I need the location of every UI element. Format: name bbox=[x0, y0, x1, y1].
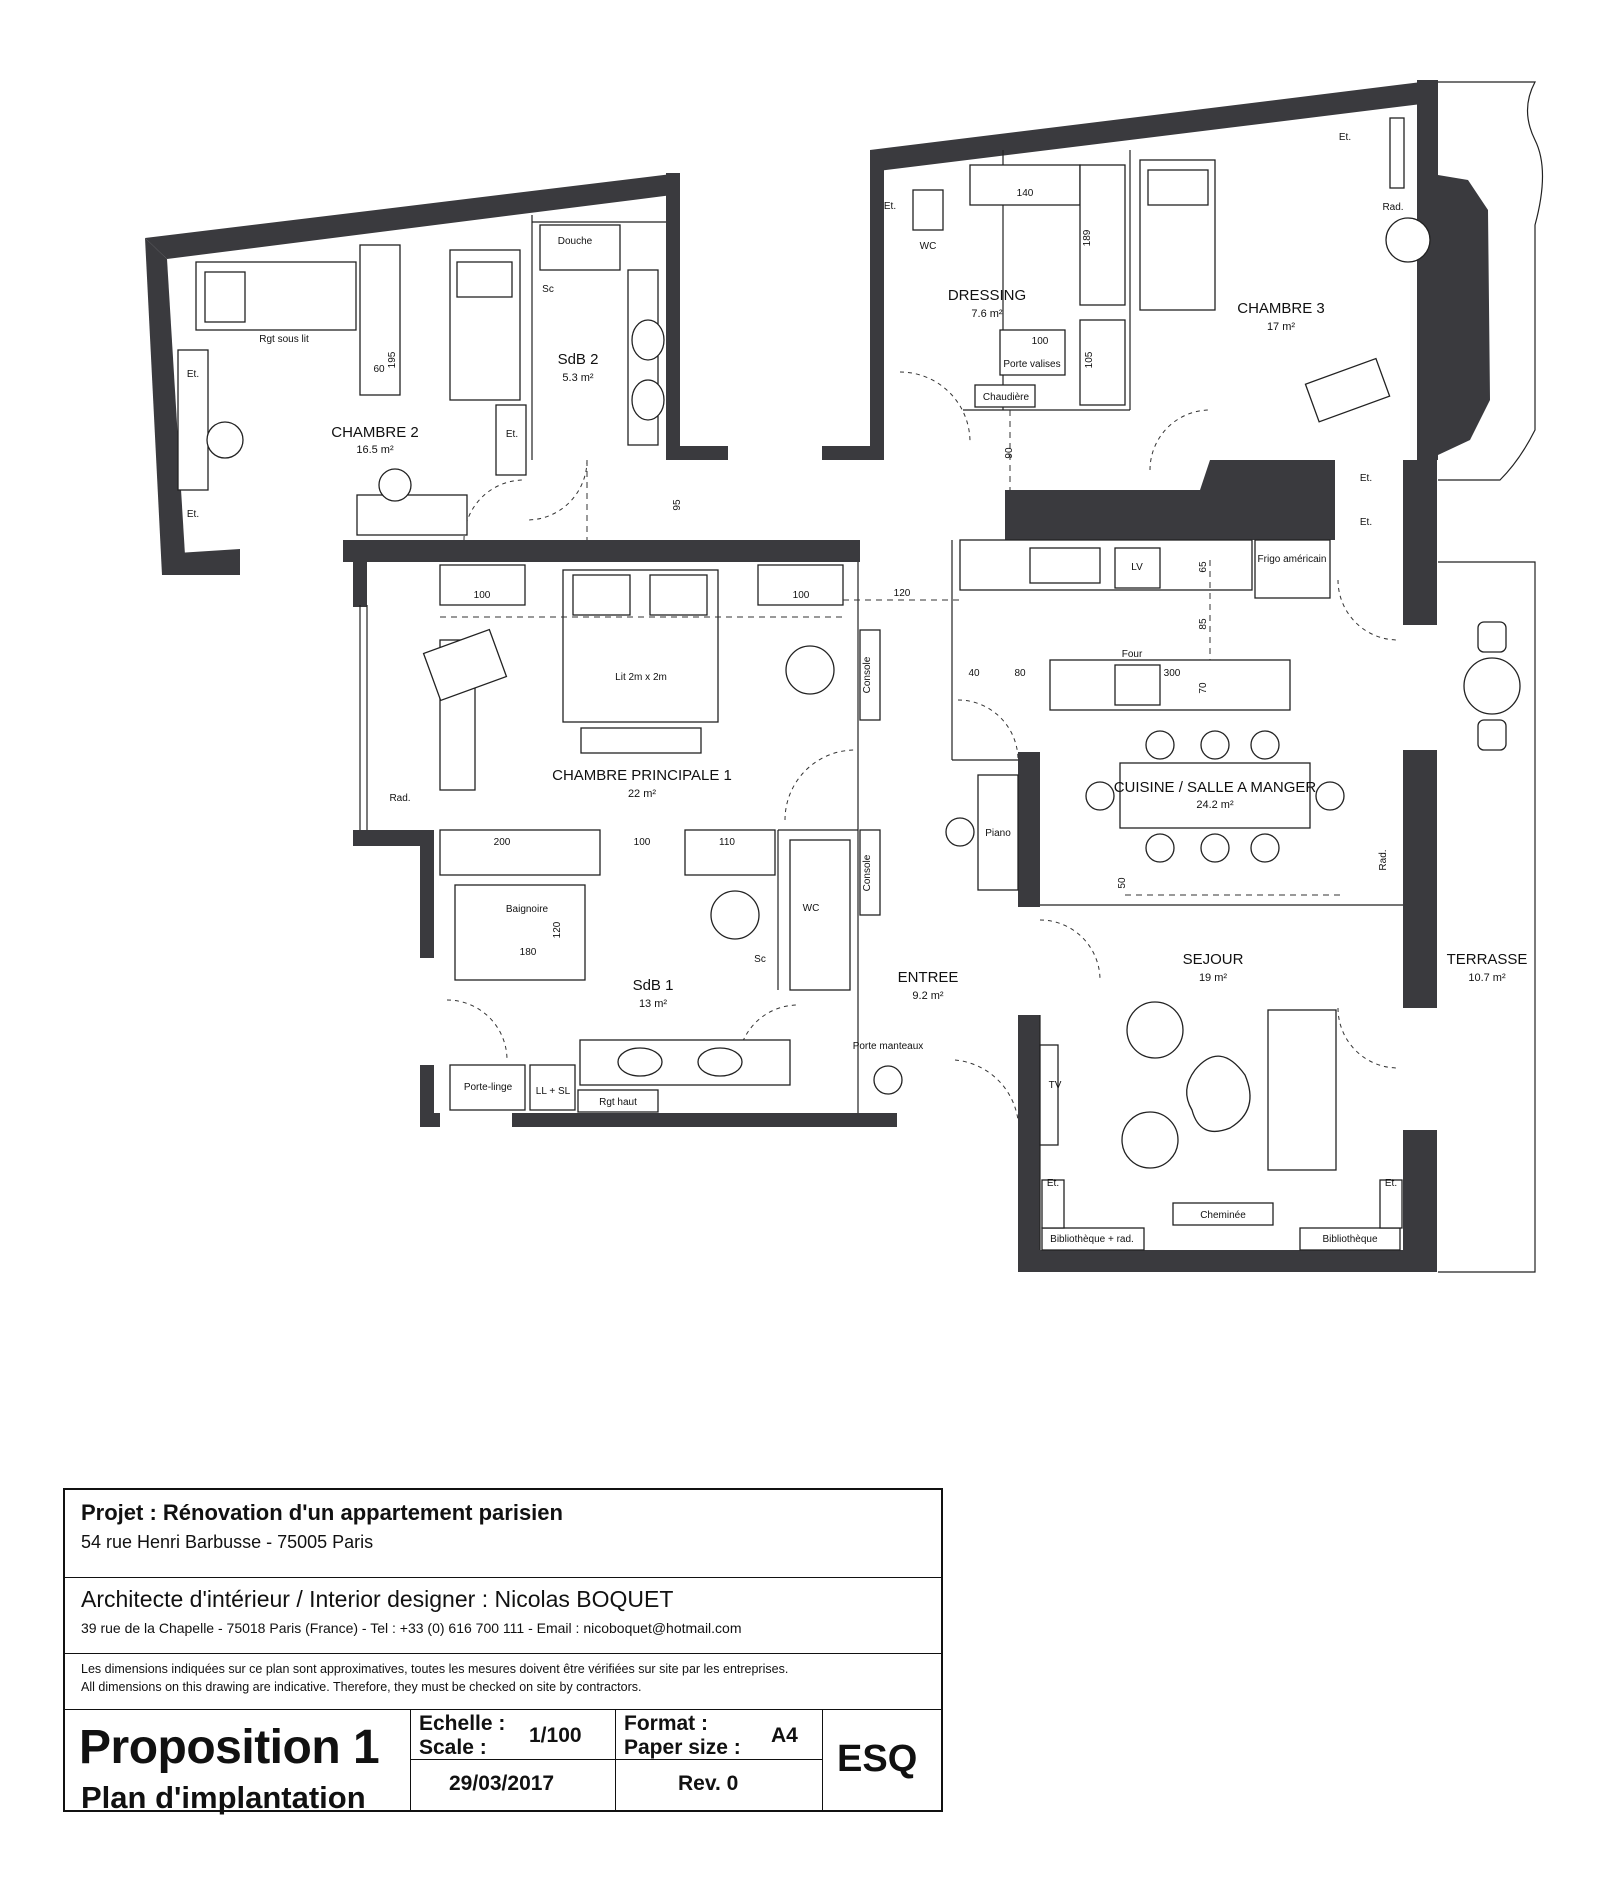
dim-70: 70 bbox=[1198, 682, 1209, 694]
sink-sdb1-1 bbox=[618, 1048, 662, 1076]
label-piano: Piano bbox=[985, 828, 1011, 839]
wall-sdb2-bottom bbox=[666, 446, 728, 460]
room-area-chambre-principale: 22 m² bbox=[627, 788, 657, 800]
room-name-terrasse: TERRASSE bbox=[1446, 951, 1528, 968]
room-area-entree: 9.2 m² bbox=[912, 990, 944, 1002]
label-rgt-sous-lit: Rgt sous lit bbox=[259, 334, 309, 345]
label-baignoire: Baignoire bbox=[505, 904, 549, 915]
label-sc-sdb2: Sc bbox=[542, 284, 554, 295]
dim-110: 110 bbox=[719, 837, 735, 848]
label-et-ch3: Et. bbox=[1338, 132, 1352, 143]
vanity-sdb1 bbox=[580, 1040, 790, 1085]
dining-chair bbox=[1251, 731, 1279, 759]
dim-100-mid: 100 bbox=[633, 837, 651, 848]
dim-100-dressing: 100 bbox=[1031, 336, 1049, 347]
label-et-ch2-1: Et. bbox=[186, 369, 200, 380]
label-rgt-haut: Rgt haut bbox=[599, 1097, 637, 1108]
room-name-sdb2: SdB 2 bbox=[557, 351, 599, 368]
dim-85: 85 bbox=[1198, 618, 1209, 630]
room-area-cuisine: 24.2 m² bbox=[1196, 799, 1234, 811]
sink-sdb2-1 bbox=[632, 320, 664, 360]
bench bbox=[581, 728, 701, 753]
label-douche: Douche bbox=[557, 236, 593, 247]
label-et-kitchen-1: Et. bbox=[1359, 473, 1373, 484]
label-et-dressing: Et. bbox=[883, 201, 897, 212]
dim-90: 90 bbox=[1004, 447, 1015, 459]
label-lit: Lit 2m x 2m bbox=[615, 672, 667, 683]
scale-label: Scale : bbox=[419, 1736, 487, 1759]
project-row bbox=[65, 1490, 941, 1578]
armchair-sdb1 bbox=[711, 891, 759, 939]
dim-105: 105 bbox=[1084, 351, 1095, 369]
dining-chair bbox=[1316, 782, 1344, 810]
wc-dressing bbox=[913, 190, 943, 230]
wall-master-left bbox=[353, 562, 367, 607]
room-name-chambre-principale: CHAMBRE PRINCIPALE 1 bbox=[552, 767, 732, 784]
label-et-sejour-1: Et. bbox=[1046, 1178, 1060, 1189]
label-et-ch2-2: Et. bbox=[186, 509, 200, 520]
room-name-dressing: DRESSING bbox=[947, 287, 1027, 304]
room-area-chambre3: 17 m² bbox=[1266, 321, 1296, 333]
wall-master-top bbox=[343, 540, 860, 562]
wall-bedroom3-top bbox=[870, 80, 1438, 172]
dim-180: 180 bbox=[519, 947, 537, 958]
label-porte-linge: Porte-linge bbox=[463, 1082, 513, 1093]
dining-chair bbox=[1201, 834, 1229, 862]
label-lv: LV bbox=[1131, 562, 1143, 573]
room-name-entree: ENTREE bbox=[897, 969, 959, 986]
terrace-table bbox=[1464, 658, 1520, 714]
dining-chair bbox=[1146, 731, 1174, 759]
hob bbox=[1115, 665, 1160, 705]
dim-100-master-right: 100 bbox=[792, 590, 810, 601]
scale-value: 1/100 bbox=[529, 1724, 582, 1747]
armchair-sejour-1 bbox=[1127, 1002, 1183, 1058]
desk-master-top bbox=[424, 630, 507, 701]
sofa bbox=[1268, 1010, 1336, 1170]
drawing-code: ESQ bbox=[837, 1738, 918, 1780]
dining-chair bbox=[1201, 731, 1229, 759]
pillow bbox=[205, 272, 245, 322]
wall-kitchen-right bbox=[1403, 460, 1437, 625]
wc-master bbox=[790, 840, 850, 990]
label-console-1: Console bbox=[862, 656, 873, 694]
plan-name: Plan d'implantation bbox=[81, 1780, 366, 1815]
wall-sdb1-left bbox=[420, 830, 434, 958]
dining-chair bbox=[1146, 834, 1174, 862]
wall-kitchen-left bbox=[1018, 752, 1040, 907]
label-four: Four bbox=[1121, 649, 1143, 660]
dim-40: 40 bbox=[968, 668, 980, 679]
scale-cell bbox=[411, 1710, 616, 1760]
date-value: 29/03/2017 bbox=[449, 1772, 555, 1795]
wall-sejour-bottom bbox=[1018, 1250, 1437, 1272]
desk-bedroom3 bbox=[1305, 359, 1389, 422]
wall-terrace-wall-1 bbox=[1403, 750, 1437, 1008]
dim-50: 50 bbox=[1117, 877, 1128, 889]
dim-80: 80 bbox=[1014, 668, 1026, 679]
designer-name: Architecte d'intérieur / Interior designer : Nicolas BOQUET bbox=[81, 1586, 674, 1612]
label-wc-dressing: WC bbox=[919, 241, 937, 252]
label-ll-sl: LL + SL bbox=[535, 1086, 571, 1097]
sink-sdb1-2 bbox=[698, 1048, 742, 1076]
label-bibliotheque: Bibliothèque bbox=[1322, 1234, 1378, 1245]
revision-cell bbox=[616, 1760, 823, 1810]
wardrobe-mid-left bbox=[440, 830, 600, 875]
piano-stool bbox=[946, 818, 974, 846]
dim-189: 189 bbox=[1082, 229, 1093, 247]
shower bbox=[540, 225, 620, 270]
bathtub bbox=[455, 885, 585, 980]
dim-65: 65 bbox=[1198, 561, 1209, 573]
coffee-table bbox=[1187, 1056, 1250, 1131]
pillow bbox=[457, 262, 512, 297]
dim-120: 120 bbox=[893, 588, 911, 599]
wall-sdb2-right bbox=[666, 173, 680, 460]
room-area-terrasse: 10.7 m² bbox=[1468, 972, 1506, 984]
chair-desk2 bbox=[379, 469, 411, 501]
label-sc-sdb1: Sc bbox=[754, 954, 766, 965]
revision-value: Rev. 0 bbox=[678, 1772, 739, 1795]
armchair-master bbox=[786, 646, 834, 694]
pillow bbox=[1148, 170, 1208, 205]
dim-195: 195 bbox=[387, 351, 398, 369]
label-frigo: Frigo américain bbox=[1257, 554, 1327, 565]
dining-chair bbox=[1251, 834, 1279, 862]
wall-sdb1-bottom bbox=[512, 1113, 897, 1127]
label-et-sejour-2: Et. bbox=[1384, 1178, 1398, 1189]
room-name-sejour: SEJOUR bbox=[1182, 951, 1244, 968]
room-name-chambre3: CHAMBRE 3 bbox=[1237, 300, 1325, 317]
armchair-bedroom3 bbox=[1386, 218, 1430, 262]
sink-kitchen bbox=[1030, 548, 1100, 583]
wardrobe-bedroom3 bbox=[1390, 118, 1404, 188]
dim-200: 200 bbox=[493, 837, 511, 848]
terrace-chair bbox=[1478, 720, 1506, 750]
proposition-cell bbox=[65, 1710, 411, 1815]
label-et-kitchen-2: Et. bbox=[1359, 517, 1373, 528]
label-et-ch2-3: Et. bbox=[505, 429, 519, 440]
room-area-sdb2: 5.3 m² bbox=[562, 372, 594, 384]
paper-size-value: A4 bbox=[771, 1724, 798, 1747]
label-porte-valises: Porte valises bbox=[1003, 359, 1061, 370]
room-area-sejour: 19 m² bbox=[1198, 972, 1228, 984]
echelle-label: Echelle : bbox=[419, 1712, 506, 1735]
project-title: Projet : Rénovation d'un appartement parisien bbox=[81, 1500, 563, 1525]
label-console-2: Console bbox=[862, 854, 873, 892]
label-rad-sejour: Rad. bbox=[1378, 849, 1389, 871]
dim-100-master-left: 100 bbox=[473, 590, 491, 601]
disclaimer-en: All dimensions on this drawing are indicative. Therefore, they must be checked on site by contractors. bbox=[81, 1680, 642, 1694]
dim-60: 60 bbox=[373, 364, 385, 375]
designer-row bbox=[65, 1578, 941, 1654]
wardrobe-dressing-top bbox=[970, 165, 1080, 205]
armchair-sejour-2 bbox=[1122, 1112, 1178, 1168]
dim-140: 140 bbox=[1016, 188, 1034, 199]
dim-120-bath: 120 bbox=[552, 921, 563, 939]
format-label: Format : bbox=[624, 1712, 708, 1735]
label-rad-master: Rad. bbox=[389, 793, 411, 804]
sink-sdb2-2 bbox=[632, 380, 664, 420]
disclaimer-fr: Les dimensions indiquées sur ce plan sont approximatives, toutes les mesures doivent être vérifiées sur site par les entreprises. bbox=[81, 1662, 789, 1676]
pillow bbox=[650, 575, 707, 615]
room-name-sdb1: SdB 1 bbox=[632, 977, 674, 994]
chair-bedroom2 bbox=[207, 422, 243, 458]
shelf-et-right bbox=[496, 405, 526, 475]
wall-entry-left bbox=[420, 1113, 440, 1127]
wall-kitchen-top bbox=[1005, 460, 1335, 540]
label-wc-master: WC bbox=[802, 903, 820, 914]
tv-unit bbox=[1040, 1045, 1058, 1145]
porte-manteaux bbox=[874, 1066, 902, 1094]
room-area-chambre2: 16.5 m² bbox=[356, 444, 394, 456]
dim-95: 95 bbox=[672, 499, 683, 511]
pillow bbox=[573, 575, 630, 615]
wall-dressing-left bbox=[870, 150, 884, 460]
frigo bbox=[1255, 540, 1330, 598]
format-cell bbox=[616, 1710, 823, 1760]
title-block bbox=[63, 1488, 943, 1815]
terrace-chair bbox=[1478, 622, 1506, 652]
dim-300: 300 bbox=[1163, 668, 1181, 679]
dining-chair bbox=[1086, 782, 1114, 810]
label-chaudiere: Chaudière bbox=[982, 392, 1030, 403]
label-bibliotheque-rad: Bibliothèque + rad. bbox=[1050, 1234, 1134, 1245]
room-name-chambre2: CHAMBRE 2 bbox=[331, 424, 419, 441]
disclaimer-row bbox=[65, 1654, 941, 1710]
room-area-sdb1: 13 m² bbox=[638, 998, 668, 1010]
wall-sejour-left bbox=[1018, 1015, 1040, 1272]
project-address: 54 rue Henri Barbusse - 75005 Paris bbox=[81, 1532, 374, 1552]
desk-bedroom2 bbox=[357, 495, 467, 535]
room-name-cuisine: CUISINE / SALLE A MANGER bbox=[1113, 779, 1317, 796]
date-cell bbox=[411, 1760, 616, 1810]
paper-size-label: Paper size : bbox=[624, 1736, 741, 1759]
room-area-dressing: 7.6 m² bbox=[971, 308, 1003, 320]
label-porte-manteaux: Porte manteaux bbox=[852, 1041, 924, 1052]
designer-contact: 39 rue de la Chapelle - 75018 Paris (France) - Tel : +33 (0) 616 700 111 - Email : nicoboquet@hotmail.com bbox=[81, 1620, 742, 1636]
label-cheminee: Cheminée bbox=[1200, 1210, 1246, 1221]
label-tv: TV bbox=[1048, 1080, 1062, 1091]
wall-bedroom3-right bbox=[1417, 80, 1490, 460]
code-cell bbox=[823, 1710, 941, 1810]
label-rad-ch3: Rad. bbox=[1382, 202, 1404, 213]
proposition-title: Proposition 1 bbox=[79, 1721, 380, 1774]
furniture bbox=[178, 118, 1520, 1250]
